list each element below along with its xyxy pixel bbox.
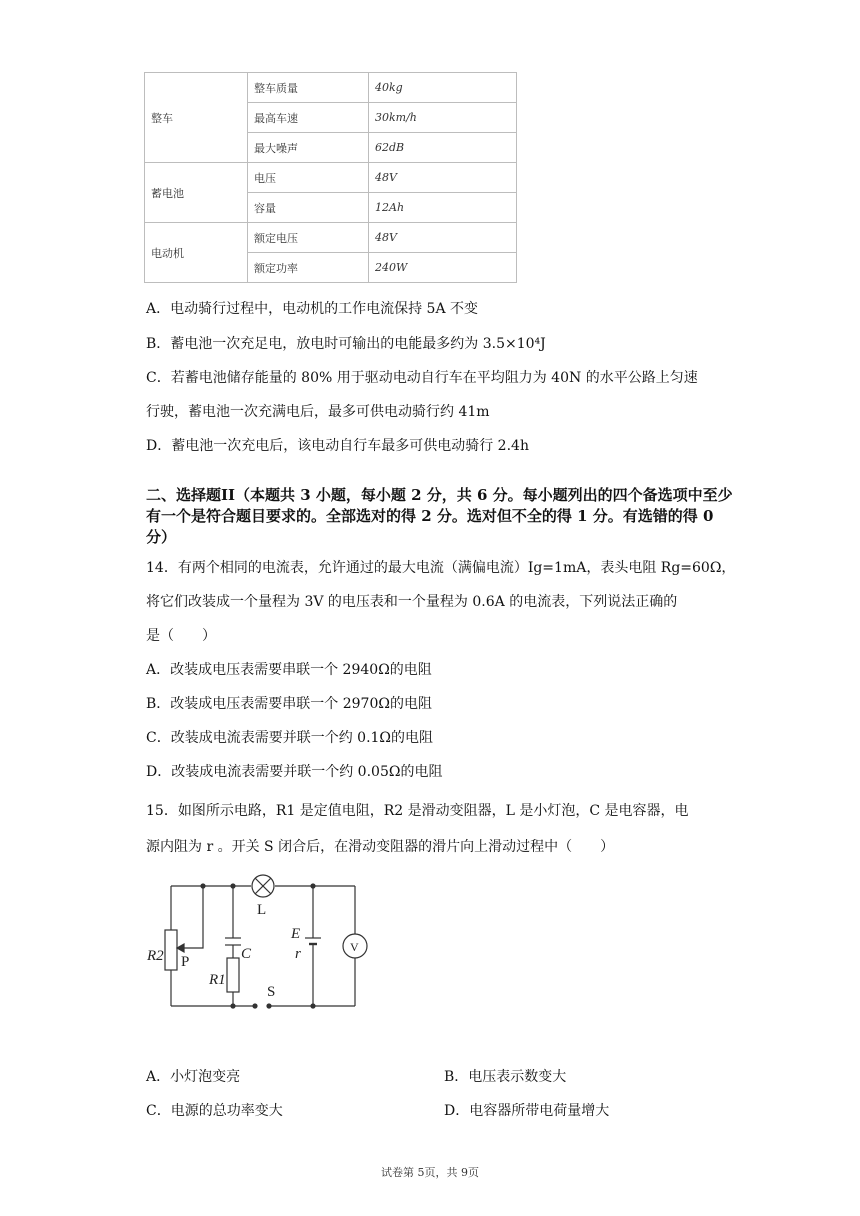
q14-option-a: A．改装成电压表需要串联一个 2940Ω的电阻: [146, 662, 432, 678]
value-cell: 48V: [369, 223, 517, 253]
q15-option-c: C．电源的总功率变大: [146, 1103, 283, 1119]
table-row: [145, 73, 517, 103]
key-cell: 最大噪声: [248, 133, 369, 163]
junction-dot: [231, 884, 235, 888]
value-cell: 62dB: [369, 133, 517, 163]
resistor-icon: [227, 958, 239, 992]
table-row: [145, 223, 517, 253]
key-cell: 电压: [248, 163, 369, 193]
junction-dot: [201, 884, 205, 888]
group-cell: 蓄电池: [145, 163, 248, 223]
q13-option-d: D．蓄电池一次充电后，该电动自行车最多可供电动骑行 2.4h: [146, 438, 529, 454]
q13-option-c-line2: 行驶，蓄电池一次充满电后，最多可供电动骑行约 41m: [146, 404, 490, 420]
key-cell: 容量: [248, 193, 369, 223]
page-footer: 试卷第 5页，共 9页: [381, 1166, 479, 1179]
key-cell: 额定电压: [248, 223, 369, 253]
q14-option-d: D．改装成电流表需要并联一个约 0.05Ω的电阻: [146, 764, 443, 780]
q15-option-d: D．电容器所带电荷量增大: [444, 1103, 610, 1119]
value-cell: 240W: [369, 253, 517, 283]
junction-dot: [231, 1004, 235, 1008]
slider-label: P: [181, 954, 190, 970]
value-cell: 12Ah: [369, 193, 517, 223]
junction-dot: [311, 884, 315, 888]
lamp-label: L: [257, 902, 267, 918]
value-cell: 40kg: [369, 73, 517, 103]
r1-label: R1: [209, 972, 226, 988]
circuit-diagram: [143, 872, 373, 1012]
switch-label: S: [267, 984, 276, 1000]
spec-table: [144, 72, 517, 283]
q14-option-c: C．改装成电流表需要并联一个约 0.1Ω的电阻: [146, 730, 434, 746]
slider-wire: [179, 886, 203, 948]
key-cell: 最高车速: [248, 103, 369, 133]
q15-option-b: B．电压表示数变大: [444, 1069, 567, 1085]
q13-option-c-line1: C．若蓄电池储存能量的 80% 用于驱动电动自行车在平均阻力为 40N 的水平公路上匀速: [146, 370, 698, 386]
voltmeter-label: V: [350, 940, 359, 954]
key-cell: 额定功率: [248, 253, 369, 283]
slider-arrow-icon: [177, 944, 184, 952]
value-cell: 48V: [369, 163, 517, 193]
junction-dot: [311, 1004, 315, 1008]
value-cell: 30km/h: [369, 103, 517, 133]
q14-stem-line1: 14．有两个相同的电流表，允许通过的最大电流（满偏电流）Ig=1mA，表头电阻 Rg=60Ω，: [146, 560, 736, 576]
emf-label: E: [291, 926, 301, 942]
r2-label: R2: [147, 948, 164, 964]
group-cell: 整车: [145, 73, 248, 163]
key-cell: 整车质量: [248, 73, 369, 103]
q15-stem-line2: 源内阻为 r 。开关 S 闭合后，在滑动变阻器的滑片向上滑动过程中（ ）: [146, 839, 615, 855]
section-heading: 二、选择题II（本题共 3 小题，每小题 2 分，共 6 分。每小题列出的四个备选项中至少有一个是符合题目要求的。全部选对的得 2 分。选对但不全的得 1 分。有选错的得 0 分）: [146, 486, 733, 546]
group-cell: 电动机: [145, 223, 248, 283]
rheostat-icon: [165, 930, 177, 970]
q13-option-b: B．蓄电池一次充足电，放电时可输出的电能最多约为 3.5×10⁴J: [146, 336, 546, 352]
q14-option-b: B．改装成电压表需要串联一个 2970Ω的电阻: [146, 696, 432, 712]
internal-r-label: r: [295, 946, 301, 962]
q14-stem-line3: 是（ ）: [146, 628, 216, 644]
capacitor-label: C: [241, 946, 252, 962]
q13-option-a: A．电动骑行过程中，电动机的工作电流保持 5A 不变: [146, 301, 479, 317]
q14-stem-line2: 将它们改装成一个量程为 3V 的电压表和一个量程为 0.6A 的电流表，下列说法正确的: [146, 594, 678, 610]
q15-option-a: A．小灯泡变亮: [146, 1069, 241, 1085]
q15-stem-line1: 15．如图所示电路，R1 是定值电阻，R2 是滑动变阻器，L 是小灯泡，C 是电容器，电: [146, 803, 689, 819]
table-row: [145, 163, 517, 193]
switch-icon: [253, 1004, 257, 1008]
